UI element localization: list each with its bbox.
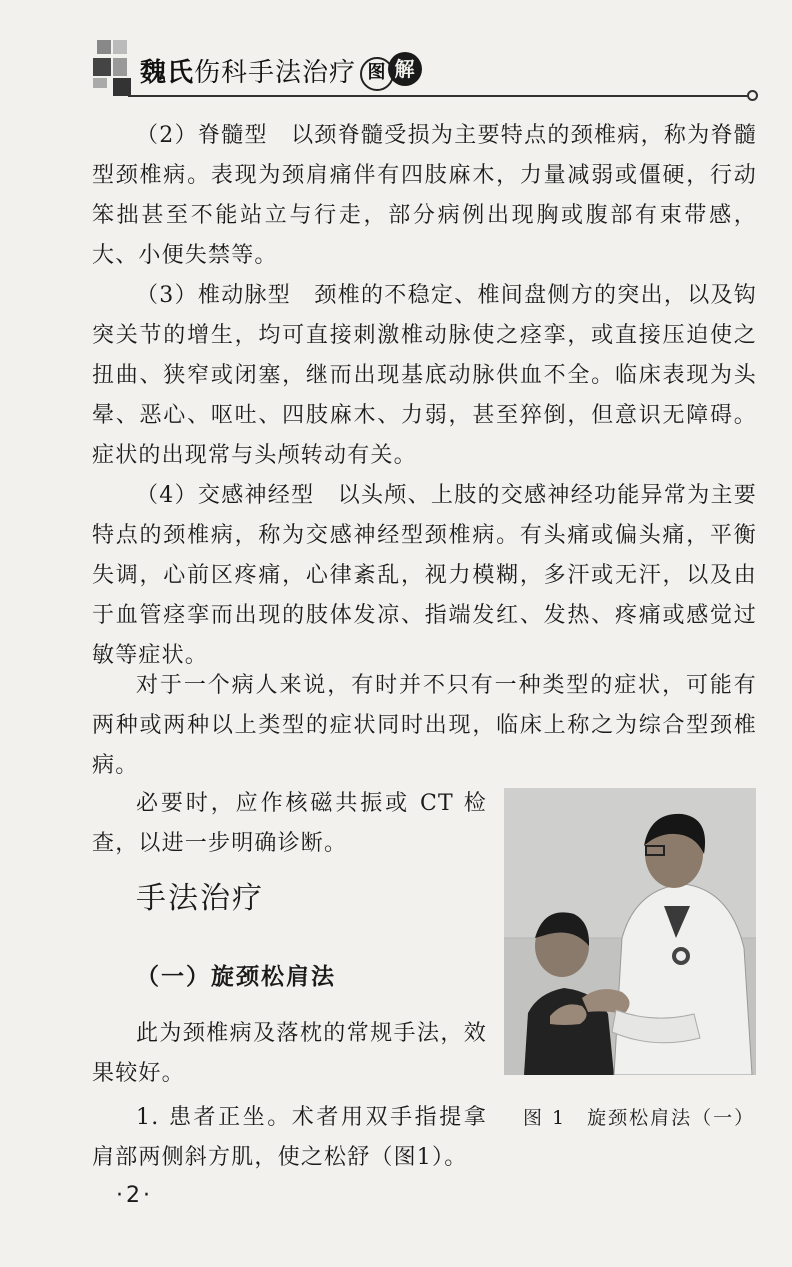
figure-photo — [504, 788, 756, 1075]
paragraph-myelopathic-type: （2）脊髓型 以颈脊髓受损为主要特点的颈椎病，称为脊髓型颈椎病。表现为颈肩痛伴有四肢麻木，力量减弱或僵硬，行动笨拙甚至不能站立与行走，部分病例出现胸或腹部有束带感，大、小便失禁等。 — [92, 123, 757, 268]
badge-tu: 图 — [360, 57, 394, 91]
book-title-rest: 伤科手法治疗 — [194, 58, 357, 88]
page-number: ·2· — [116, 1183, 153, 1208]
header-rule — [128, 95, 752, 97]
book-title-bold: 魏氏 — [140, 58, 195, 88]
badge-jie: 解 — [388, 52, 422, 86]
book-title — [140, 52, 422, 91]
paragraph-mixed-type: 对于一个病人来说，有时并不只有一种类型的症状，可能有两种或两种以上类型的症状同时出现，临床上称之为综合型颈椎病。 — [92, 673, 757, 778]
paragraph-vertebral-artery-type: （3）椎动脉型 颈椎的不稳定、椎间盘侧方的突出，以及钩突关节的增生，均可直接刺激椎动脉使之痉挛，或直接压迫使之扭曲、狭窄或闭塞，继而出现基底动脉供血不全。临床表现为头晕、恶心、呕吐、四肢麻木、力弱，甚至猝倒，但意识无障碍。症状的出现常与头颅转动有关。 — [92, 283, 757, 468]
paragraph-step-1: 1. 患者正坐。术者用双手指提拿肩部两侧斜方肌，使之松舒（图1）。 — [92, 1105, 487, 1170]
figure-caption: 图 1 旋颈松肩法（一） — [523, 1107, 756, 1129]
header-rule-end-dot — [747, 90, 758, 101]
paragraph-sympathetic-type: （4）交感神经型 以头颅、上肢的交感神经功能异常为主要特点的颈椎病，称为交感神经型颈椎病。有头痛或偏头痛，平衡失调，心前区疼痛，心律紊乱，视力模糊，多汗或无汗，以及由于血管痉挛而出现的肢体发凉、指端发红、发热、疼痛或感觉过敏等症状。 — [92, 483, 757, 668]
paragraph-technique-intro: 此为颈椎病及落枕的常规手法，效果较好。 — [92, 1021, 487, 1086]
figure-photo-illustration — [504, 788, 756, 1075]
section-heading: 手法治疗 — [136, 881, 264, 916]
sub-heading: （一）旋颈松肩法 — [136, 964, 336, 990]
paragraph-mri-ct: 必要时，应作核磁共振或 CT 检查，以进一步明确诊断。 — [92, 791, 487, 856]
